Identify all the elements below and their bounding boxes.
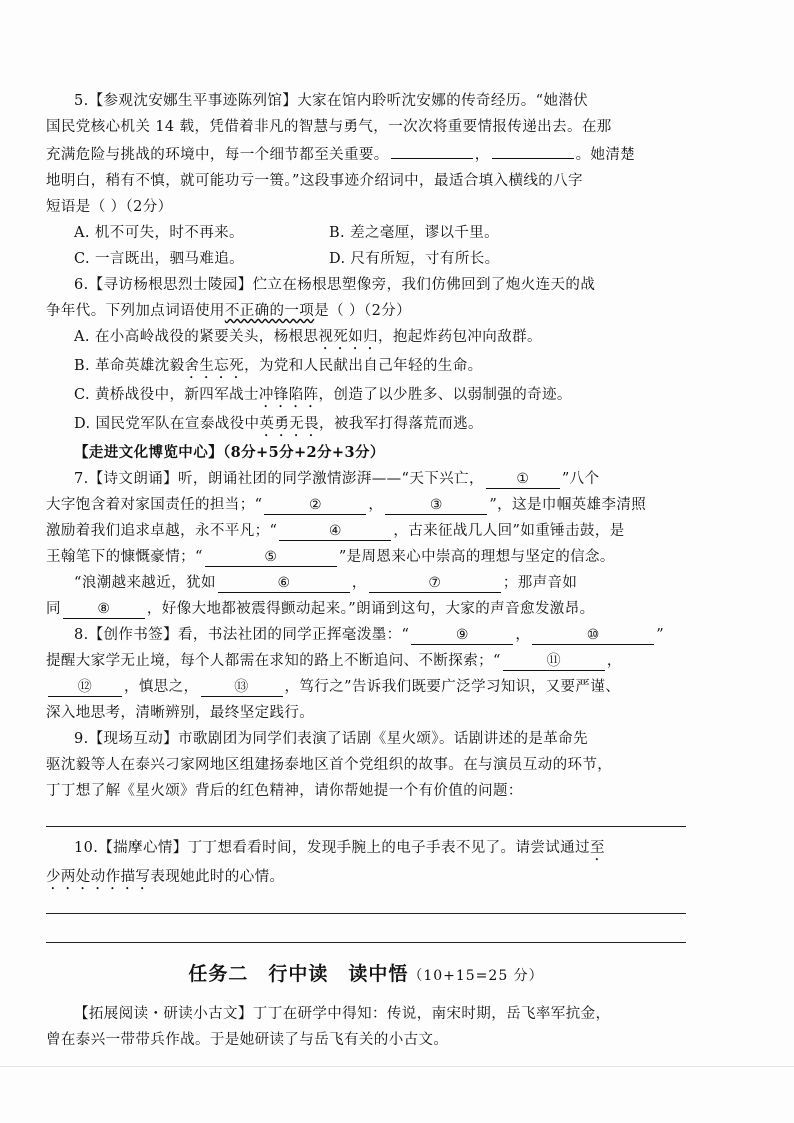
q8-text: 8.【创作书签】看，书法社团的同学正挥毫泼墨：“	[74, 627, 410, 643]
q6-option-b-post: ，为党和人民献出自己年轻的生命。	[244, 358, 483, 374]
q7-text: 7.【诗文朗诵】听，朗诵社团的同学激情澎湃——“天下兴亡，	[74, 471, 484, 487]
q6-option-c-post: ，创造了以少胜多、以弱制强的奇迹。	[318, 387, 572, 403]
q9-line-2: 驱沈毅等人在泰兴刁家网地区组建扬泰地区首个党组织的故事。在与演员互动的环节，	[46, 757, 613, 773]
reading-line-1: 【拓展阅读・研读小古文】丁丁在研学中得知：传说，南宋时期，岳飞率军抗金，	[74, 1006, 611, 1022]
q8-blank-9[interactable]: ⑨	[411, 626, 513, 645]
q5-option-a[interactable]: A. 机不可失，时不再来。	[74, 225, 244, 241]
q7-line-4	[46, 544, 686, 570]
q8-text: 提醒大家学无止境，每个人都需在求知的路上不断追问、不断探索；“	[46, 653, 501, 669]
q7-text: 王翰笔下的慷慨豪情；“	[46, 549, 203, 565]
q5-comma: ，	[474, 147, 490, 163]
q7-blank-1[interactable]: ①	[486, 470, 560, 489]
q7-text: ，好像大地都被震得颤动起来。”朗诵到这句，大家的声音愈发激昂。	[146, 601, 595, 617]
spacer	[46, 827, 686, 835]
q7-text: ，	[351, 575, 367, 591]
q6-line-1: 6.【寻访杨根思烈士陵园】伫立在杨根思塑像旁，我们仿佛回到了炮火连天的战	[74, 277, 596, 293]
q5-options-row-2	[74, 246, 686, 272]
q8-text: ，	[606, 653, 622, 669]
q10-dotted: 至	[589, 840, 605, 856]
q10-text: 表现她此时的心情。	[150, 869, 285, 885]
q8-blank-11[interactable]: ⑪	[503, 652, 605, 671]
q6-option-a-post: ，抱起炸药包冲向敌群。	[378, 329, 542, 345]
q7-line-2	[46, 492, 686, 518]
q7-text: ；那声音如	[502, 575, 578, 591]
q5-option-d[interactable]: D. 尺有所短，寸有所长。	[329, 251, 500, 267]
q5-option-b[interactable]: B. 差之毫厘，谬以千里。	[329, 225, 500, 241]
q6-option-b-pre: B. 革命英雄沈毅	[74, 358, 185, 374]
q6-emphasis: 不正确的一项	[224, 303, 315, 319]
page-bottom-divider	[0, 1066, 794, 1067]
q6-option-c-pre: C. 黄桥战役中，新四军战士	[74, 387, 259, 403]
q6-option-d[interactable]	[74, 411, 686, 440]
q6-text: 争年代。下列加点词语使用	[46, 303, 225, 319]
q10-line-2	[46, 864, 686, 893]
q7-text: 同	[46, 601, 61, 617]
q6-text-end: 是（ ）（2分）	[314, 303, 412, 319]
q10-line-1	[46, 835, 686, 864]
q6-option-b-dotted: 舍生忘死	[184, 358, 245, 374]
q5-blank-1[interactable]	[391, 140, 473, 159]
q7-line-6	[46, 596, 686, 622]
q8-line-2	[46, 648, 686, 674]
q7-text: ”八个	[561, 471, 600, 487]
q8-blank-13[interactable]: ⑬	[201, 678, 283, 697]
q9-line-1: 9.【现场互动】市歌剧团为同学们表演了话剧《星火颂》。话剧讲述的是革命先	[74, 731, 588, 747]
spacer	[46, 943, 686, 961]
spacer	[46, 989, 686, 1001]
q6-option-d-dotted: 英勇无畏	[259, 416, 320, 432]
q5-options-row-1	[74, 220, 686, 246]
q7-text: ，古来征战几人回”如重锤击鼓，是	[393, 523, 625, 539]
q7-blank-7[interactable]: ⑦	[369, 574, 501, 593]
reading-line-2: 曾在泰兴一带带兵作战。于是她研读了与岳飞有关的小古文。	[46, 1032, 449, 1048]
q10-spacer-2	[46, 914, 686, 942]
task2-title-text: 任务二 行中读 读中悟	[188, 963, 409, 985]
q7-blank-5[interactable]: ⑤	[205, 548, 337, 567]
q7-blank-3[interactable]: ③	[385, 496, 487, 515]
task2-score: （10+15=25 分）	[408, 968, 544, 984]
q7-text: ”，这是巾帼英雄李清照	[489, 497, 647, 513]
q8-line-4: 深入地思考，清晰辨别，最终坚定践行。	[46, 705, 315, 721]
q6-option-d-post: ，被我军打得落荒而逃。	[319, 416, 483, 432]
q7-blank-4[interactable]: ④	[279, 522, 391, 541]
q8-text: ，	[515, 627, 531, 643]
q7-text: ”是周恩来心中崇高的理想与坚定的信念。	[338, 549, 615, 565]
q6-option-b[interactable]	[74, 353, 686, 382]
q6-option-c-dotted: 冲锋陷阵	[258, 387, 319, 403]
q8-blank-12[interactable]: ⑫	[48, 678, 122, 697]
q7-text: 激励着我们追求卓越，永不平凡；“	[46, 523, 278, 539]
q10-spacer	[46, 893, 686, 913]
q7-line-5	[46, 570, 686, 596]
q8-text: ”	[656, 627, 665, 643]
q6-option-a-dotted: 视死如归	[318, 329, 378, 345]
q10-dotted: 少两处动作描写	[46, 869, 151, 885]
q6-option-a[interactable]	[74, 324, 686, 353]
q7-blank-6[interactable]: ⑥	[218, 574, 350, 593]
q5-option-c[interactable]: C. 一言既出，驷马难追。	[74, 251, 244, 267]
q9-spacer	[46, 804, 686, 826]
q5-line-5: 短语是（ ）（2分）	[46, 199, 173, 215]
q8-line-3	[46, 674, 686, 700]
q6-option-c[interactable]	[74, 382, 686, 411]
q8-text: ，笃行之”告诉我们既要广泛学习知识，又要严谨、	[284, 679, 621, 695]
q7-blank-8[interactable]: ⑧	[63, 600, 145, 619]
q6-line-2	[46, 298, 686, 324]
q5-blank-2[interactable]	[492, 140, 574, 159]
q7-blank-2[interactable]: ②	[264, 496, 366, 515]
q6-option-a-pre: A. 在小高岭战役的紧要关头，杨根思	[74, 329, 319, 345]
q10-text: 10.【揣摩心情】丁丁想看看时间，发现手腕上的电子手表不见了。请尝试通过	[74, 840, 590, 856]
q7-text: 大字饱含着对家国责任的担当；“	[46, 497, 263, 513]
section-heading: 【走进文化博览中心】（8分+5分+2分+3分）	[74, 444, 385, 461]
q8-line-1	[46, 622, 686, 648]
task2-title	[46, 961, 686, 989]
q5-text-end: 。她清楚	[575, 147, 636, 163]
q6-option-d-pre: D. 国民党军队在宣泰战役中	[74, 416, 260, 432]
exam-content	[46, 88, 686, 1053]
q7-line-1	[46, 466, 686, 492]
q5-text: 充满危险与挑战的环境中，每一个细节都至关重要。	[46, 147, 389, 163]
q7-text: “浪潮越来越近，犹如	[74, 575, 216, 591]
q7-text: ，	[368, 497, 384, 513]
q5-line-4: 地明白，稍有不慎，就可能功亏一篑。”这段事迹介绍词中，最适合填入横线的八字	[46, 173, 583, 189]
q8-blank-10[interactable]: ⑩	[532, 626, 654, 645]
q9-line-3: 丁丁想了解《星火颂》背后的红色精神，请你帮她提一个有价值的问题：	[46, 783, 523, 799]
q8-text: ，慎思之，	[124, 679, 199, 695]
q5-line-1: 5.【参观沈安娜生平事迹陈列馆】大家在馆内聆听沈安娜的传奇经历。“她潜伏	[74, 93, 589, 109]
q5-line-2: 国民党核心机关 14 载，凭借着非凡的智慧与勇气，一次次将重要情报传递出去。在那	[46, 119, 612, 135]
q7-line-3	[46, 518, 686, 544]
q5-line-3	[46, 140, 686, 168]
